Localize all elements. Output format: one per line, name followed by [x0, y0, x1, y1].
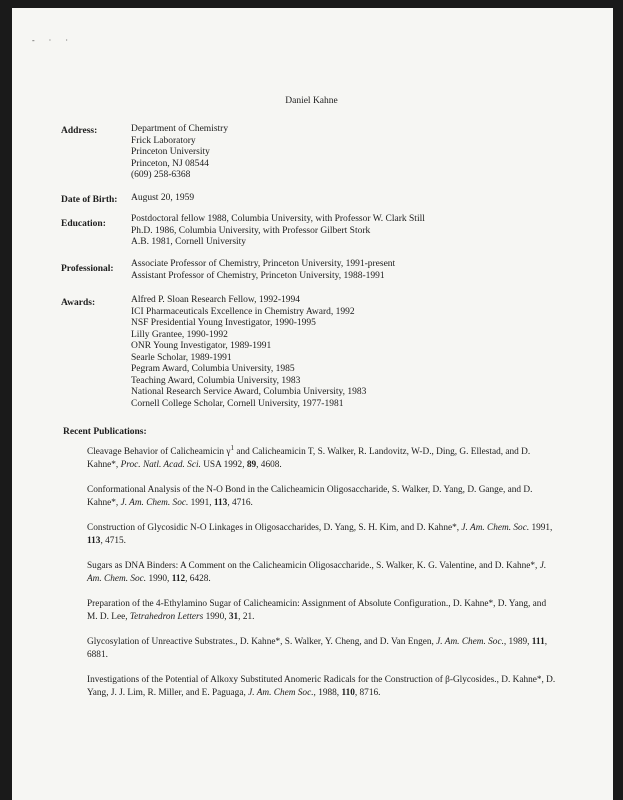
education-line: Ph.D. 1986, Columbia University, with Professor Gilbert Stork: [131, 225, 371, 236]
award-line: National Research Service Award, Columbia University, 1983: [131, 387, 367, 397]
pub-pages: , 4608.: [256, 460, 282, 470]
pub-title: Preparation of the 4-Ethylamino Sugar of Calicheamicin: Assignment of Absolute Configuration., D. Kahne*, D. Yang, and M. D. Lee,: [87, 599, 547, 622]
pub-journal: J. Am. Chem. Soc.: [461, 523, 530, 533]
awards-block: [131, 295, 366, 410]
page-title: Daniel Kahne: [285, 96, 338, 106]
award-line: Cornell College Scholar, Cornell University, 1977-1981: [131, 398, 344, 409]
pub-year: , 1988,: [313, 688, 342, 698]
award-line: ICI Pharmaceuticals Excellence in Chemistry Award, 1992: [131, 306, 355, 317]
pub-title: Cleavage Behavior of Calicheamicin γ: [87, 447, 231, 457]
pub-volume: 110: [341, 688, 355, 698]
award-line: Searle Scholar, 1989-1991: [131, 352, 232, 363]
publication-item: [87, 443, 557, 472]
publication-item: [87, 598, 557, 624]
awards-label: Awards:: [61, 298, 96, 308]
pub-title: Sugars as DNA Binders: A Comment on the Calicheamicin Oligosaccharide., S. Walker, K. G. Valentine, and D. Kahne*,: [87, 561, 540, 571]
pub-title: Construction of Glycosidic N-O Linkages in Oligosaccharides, D. Yang, S. H. Kim, and D. Kahne*,: [87, 523, 462, 533]
address-line: Princeton University: [131, 147, 210, 157]
publication-item: [87, 484, 557, 510]
award-line: NSF Presidential Young Investigator, 1990-1995: [131, 318, 316, 328]
address-line: Princeton, NJ 08544: [131, 158, 209, 169]
award-line: Alfred P. Sloan Research Fellow, 1992-1994: [131, 295, 301, 305]
pub-title: Conformational Analysis of the N-O Bond in the Calicheamicin Oligosaccharide, S. Walker, D. Yang, D. Gange, and D. Kahne*,: [87, 485, 533, 508]
professional-line: Associate Professor of Chemistry, Princeton University, 1991-present: [131, 259, 396, 269]
professional-line: Assistant Professor of Chemistry, Princeton University, 1988-1991: [131, 270, 385, 281]
pub-journal: J. Am. Chem. Soc.: [120, 498, 189, 508]
publication-item: [87, 522, 557, 548]
address-line: Frick Laboratory: [131, 135, 196, 146]
pub-year: , 1989,: [503, 637, 532, 647]
pub-journal: J. Am. Chem. Soc.: [87, 561, 547, 584]
address-line: (609) 258-6368: [131, 170, 191, 180]
address-block: [131, 124, 228, 182]
pub-title: Glycosylation of Unreactive Substrates., D. Kahne*, S. Walker, Y. Cheng, and D. Van Engen,: [87, 637, 437, 647]
pub-year: 1990,: [146, 574, 172, 584]
pub-authors: and Calicheamicin T, S. Walker, R. Landovitz, W-D., Ding, G. Ellestad, and D. Kahne*,: [87, 447, 531, 470]
award-line: Lilly Grantee, 1990-1992: [131, 329, 228, 340]
pub-superscript: 1: [230, 443, 235, 452]
pub-year: 1991,: [188, 498, 214, 508]
education-line: A.B. 1981, Cornell University: [131, 237, 247, 247]
professional-label: Professional:: [61, 264, 114, 274]
award-line: Teaching Award, Columbia University, 1983: [131, 375, 301, 386]
pub-volume: 113: [87, 536, 101, 546]
publications-list: [87, 443, 557, 712]
pub-volume: 89: [246, 460, 257, 470]
pub-pages: , 4715.: [100, 536, 127, 546]
pub-title: Investigations of the Potential of Alkoxy Substituted Anomeric Radicals for the Construction of β-Glycosides., D. Kahne*, D. Yang, J. J. Lim, R. Miller, and E. Paguaga,: [87, 675, 556, 698]
scan-specks: - · ·: [32, 36, 74, 45]
birth-label: Date of Birth:: [61, 195, 118, 205]
address-line: Department of Chemistry: [131, 124, 229, 134]
pub-year: 1990,: [203, 612, 229, 622]
birth-value: August 20, 1959: [131, 193, 195, 203]
pub-pages: , 4716.: [227, 498, 253, 508]
pub-journal: J. Am. Chem. Soc.: [436, 637, 504, 647]
pub-journal: Tetrahedron Letters: [129, 612, 204, 622]
pub-volume: 112: [171, 574, 186, 584]
address-label: Address:: [61, 126, 98, 136]
award-line: ONR Young Investigator, 1989-1991: [131, 341, 272, 351]
pub-volume: 31: [228, 612, 239, 622]
education-block: [131, 214, 425, 249]
pub-pages: , 21.: [238, 612, 255, 622]
pub-pages: , 8716.: [354, 688, 381, 698]
education-label: Education:: [61, 219, 106, 229]
pub-journal: Proc. Natl. Acad. Sci.: [120, 460, 201, 470]
publication-item: [87, 636, 557, 662]
pub-pages: , 6881.: [87, 637, 548, 660]
education-line: Postdoctoral fellow 1988, Columbia University, with Professor W. Clark Still: [131, 214, 425, 224]
award-line: Pegram Award, Columbia University, 1985: [131, 364, 295, 374]
pub-year: USA 1992,: [200, 460, 247, 470]
pub-volume: 111: [531, 637, 545, 647]
professional-block: [131, 259, 395, 282]
pub-year: 1991,: [529, 523, 553, 533]
publication-item: [87, 674, 557, 700]
publication-item: [87, 560, 557, 586]
pub-journal: J. Am. Chem Soc.: [248, 688, 314, 698]
publications-heading: Recent Publications:: [63, 427, 147, 437]
pub-volume: 113: [213, 498, 228, 508]
pub-pages: , 6428.: [185, 574, 211, 584]
